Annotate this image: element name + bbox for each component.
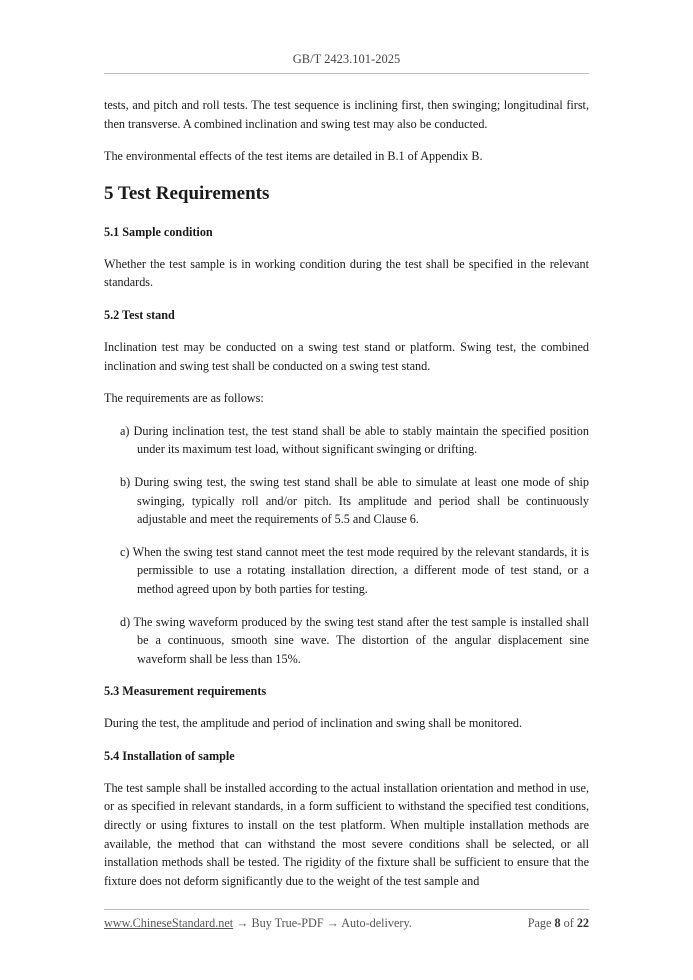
section-5-4-text: The test sample shall be installed according to the actual installation orientation and method in use, or as specified in relevant standards, in a form sufficient to withstand the specified test conditions, directly or using fixtures to install on the test platform. When multiple installation methods are available, the method that can withstand the most severe conditions shall be selected, or all installation methods shall be tested. The rigidity of the fixture shall be sufficient to ensure that the fixture does not deform significantly due to the weight of the test sample and <box>104 780 589 888</box>
page-total: 22 <box>576 916 589 930</box>
of-label: of <box>563 916 574 930</box>
section-5-4-heading: 5.4 Installation of sample <box>104 748 235 763</box>
page-label: Page <box>527 916 552 930</box>
requirement-item-d: d) The swing waveform produced by the swing test stand after the test sample is installed shall be a continuous, smooth sine wave. The distortion of the angular displacement sine waveform shall be less than 15%. <box>120 614 589 666</box>
page-header: GB/T 2423.101-2025 <box>292 52 401 66</box>
section-5-2-text: Inclination test may be conducted on a swing test stand or platform. Swing test, the combined inclination and swing test shall be conducted on a swing test stand. <box>104 339 589 373</box>
section-5-heading: 5 Test Requirements <box>104 182 270 204</box>
section-5-3-text: During the test, the amplitude and period of inclination and swing shall be monitored. <box>104 716 523 731</box>
page-number: 8 <box>554 916 561 930</box>
section-5-1-heading: 5.1 Sample condition <box>104 224 213 239</box>
requirement-item-c: c) When the swing test stand cannot meet the test mode required by the relevant standards, it is permissible to use a rotating installation direction, a different mode of test stand, or a method agreed upon by both parties for testing. <box>120 544 589 596</box>
arrow-icon: → <box>326 916 339 930</box>
footer-divider <box>104 909 589 910</box>
page-footer <box>104 916 589 931</box>
requirement-item-a: a) During inclination test, the test stand shall be able to stably maintain the specified position under its maximum test load, without significant swinging or drifting. <box>120 423 589 457</box>
site-link[interactable]: www.ChineseStandard.net <box>104 916 234 930</box>
intro-paragraph-2: The environmental effects of the test items are detailed in B.1 of Appendix B. <box>104 149 483 164</box>
section-5-2-heading: 5.2 Test stand <box>104 307 175 322</box>
requirement-item-b: b) During swing test, the swing test stand shall be able to simulate at least one mode of ship swinging, typically roll and/or pitch. Its amplitude and period shall be continuously adjustable and meet the requirements of 5.5 and Clause 6. <box>120 474 589 527</box>
intro-paragraph-1: tests, and pitch and roll tests. The test sequence is inclining first, then swinging; longitudinal first, then transverse. A combined inclination and swing test may also be conducted. <box>104 98 589 131</box>
buy-text: Buy True-PDF <box>251 916 324 930</box>
header-divider <box>104 73 589 74</box>
document-body <box>104 96 589 904</box>
arrow-icon: → <box>236 916 249 930</box>
page-indicator <box>528 916 589 931</box>
section-5-1-text: Whether the test sample is in working condition during the test shall be specified in the relevant standards. <box>104 256 589 290</box>
footer-left <box>104 916 412 931</box>
delivery-text: Auto-delivery. <box>341 916 412 930</box>
section-5-3-heading: 5.3 Measurement requirements <box>104 684 267 699</box>
section-5-2-lead: The requirements are as follows: <box>104 391 264 406</box>
